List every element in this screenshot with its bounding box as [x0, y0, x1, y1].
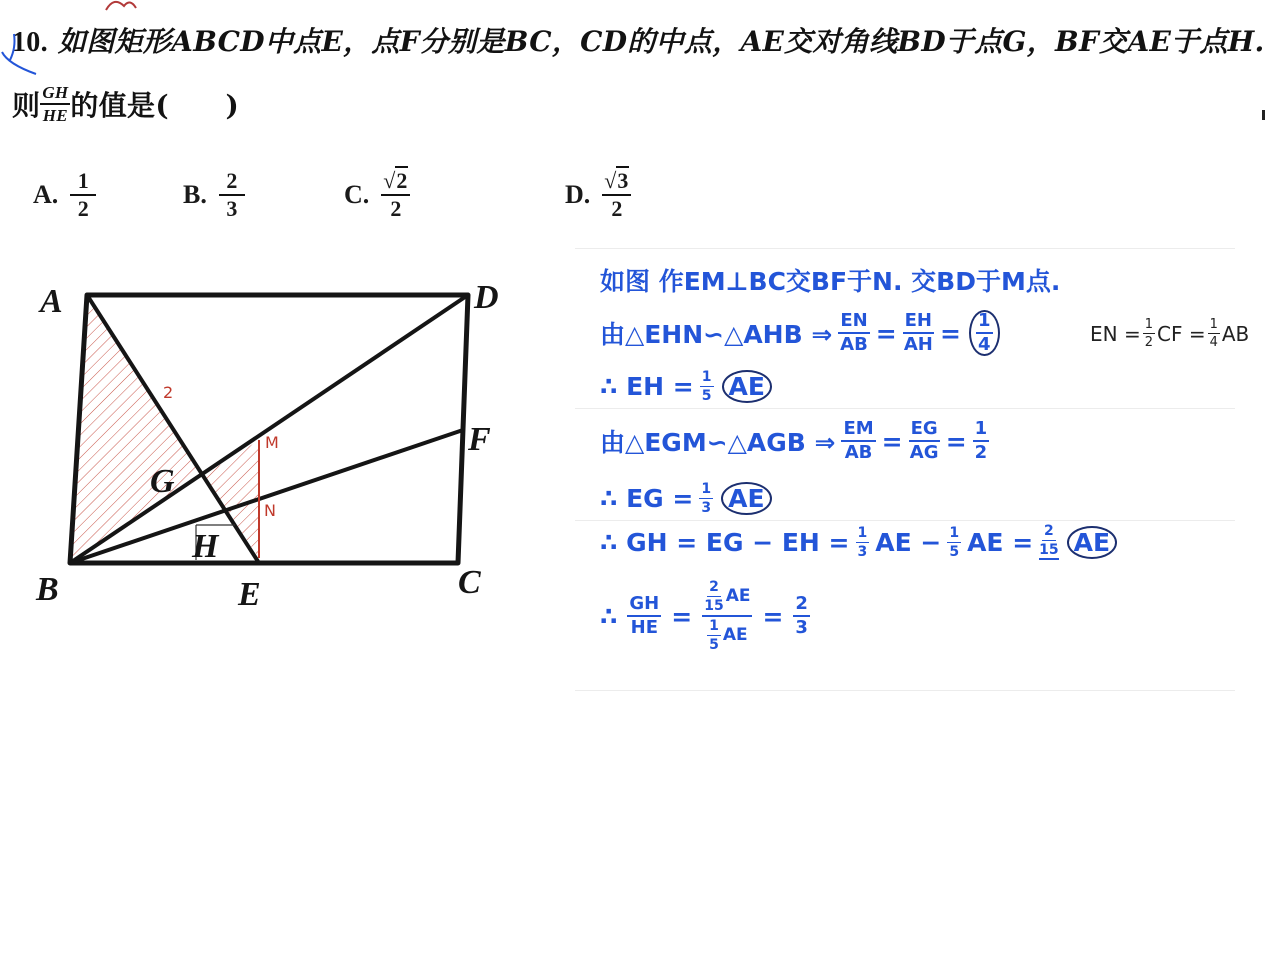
frac-num: 1 — [973, 420, 990, 442]
question-text: 如图矩形ABCD中点E，点F分别是BC，CD的中点，AE交对角线BD于点G，BF交AE于点H. — [57, 25, 1265, 58]
frac-den: 5 — [701, 388, 712, 404]
option-d — [565, 160, 631, 230]
label-m: M — [265, 433, 279, 452]
check-mark-icon — [0, 30, 40, 76]
option-c — [344, 160, 410, 230]
geometry-figure — [30, 270, 510, 610]
label-g: G — [150, 463, 175, 500]
compound-num — [702, 580, 752, 617]
label-e: E — [238, 576, 261, 610]
frac-den: 2 — [1144, 335, 1153, 350]
solution-line-5 — [600, 482, 772, 515]
label-b: B — [36, 571, 59, 608]
frac-two-fifteenths — [704, 580, 723, 613]
side-note-left: EN = — [1090, 321, 1141, 346]
label-c: C — [458, 564, 481, 601]
frac-den: AH — [903, 334, 933, 355]
question-suffix: 的值是( ) — [70, 89, 240, 122]
frac-den: 15 — [1039, 542, 1059, 558]
frac-num: 1 — [949, 524, 960, 541]
compound-fraction — [702, 580, 752, 652]
solution-line-6-text: ∴ GH = EG − EH = — [600, 527, 850, 557]
equals: = — [881, 426, 903, 456]
frac-num: 2 — [709, 579, 719, 595]
frac-one-half — [973, 420, 990, 462]
ink-dot — [1262, 110, 1265, 120]
frac-num: EH — [903, 312, 934, 334]
question-fraction — [40, 84, 70, 124]
label-two: 2 — [163, 383, 174, 402]
option-d-den: 2 — [611, 196, 623, 221]
side-note-tail: AB — [1221, 321, 1250, 346]
question-number: 10. — [12, 27, 48, 58]
label-a: A — [40, 283, 63, 320]
circled-result — [969, 310, 1000, 356]
sqrt-icon: √ — [604, 168, 617, 193]
therefore-symbol: ∴ — [600, 601, 618, 631]
frac-den: 5 — [949, 543, 960, 560]
frac-den: 5 — [709, 637, 719, 653]
option-a-fraction — [70, 170, 96, 220]
equals: = — [875, 318, 897, 348]
notebook-rule — [575, 248, 1235, 249]
frac-eh-ah — [903, 312, 934, 354]
frac-two-fifteenths — [1039, 524, 1058, 560]
side-note-frac-1 — [1143, 318, 1155, 349]
solution-line-5-text: ∴ EG = — [600, 484, 694, 513]
ink-mark-icon — [100, 0, 140, 12]
option-d-num — [602, 170, 631, 196]
option-c-fraction — [381, 170, 410, 220]
ae-equals: AE = — [967, 527, 1034, 557]
option-b-den: 3 — [226, 196, 238, 221]
option-c-letter: C. — [344, 180, 370, 209]
question-line-2 — [12, 84, 239, 124]
solution-line-1-text: 如图 作EM⊥BC交BF于N. 交BD于M点. — [600, 267, 1061, 296]
solution-line-3 — [600, 370, 772, 403]
frac-den: 3 — [795, 617, 808, 638]
frac-num: 1 — [976, 312, 993, 334]
frac-eg-ag — [909, 420, 940, 462]
frac-num: EM — [841, 420, 875, 442]
frac-num: EG — [909, 420, 940, 442]
frac-num: 1 — [1209, 317, 1218, 332]
solution-line-7 — [600, 580, 810, 652]
option-a — [33, 160, 96, 230]
option-b — [183, 160, 245, 230]
frac-num: 1 — [857, 524, 868, 541]
frac-num: EN — [838, 312, 869, 334]
ae: AE — [722, 625, 748, 645]
frac-one-third — [699, 482, 713, 515]
solution-line-4 — [600, 420, 989, 462]
notebook-rule — [575, 520, 1235, 521]
equals: = — [671, 601, 693, 631]
solution-line-6 — [600, 524, 1117, 560]
frac-gh-he — [627, 595, 661, 637]
frac-en-ab — [838, 312, 869, 354]
frac-num: GH — [627, 595, 661, 617]
label-f: F — [468, 421, 491, 458]
option-c-num — [381, 170, 410, 196]
option-c-den: 2 — [390, 196, 402, 221]
ae: AE — [725, 586, 751, 606]
option-c-radicand: 2 — [396, 168, 408, 193]
frac-num: 2 — [1044, 523, 1054, 539]
notebook-rule — [575, 690, 1235, 691]
label-n: N — [264, 501, 276, 520]
frac-den: AB — [844, 442, 873, 463]
option-d-radicand: 3 — [617, 168, 629, 193]
side-note — [1090, 318, 1249, 349]
frac-num: 1 — [1144, 317, 1153, 332]
compound-den — [707, 617, 748, 652]
solution-line-2 — [600, 310, 1000, 356]
question-line-1 — [12, 20, 1265, 60]
option-a-den: 2 — [77, 196, 89, 221]
notebook-rule — [575, 408, 1235, 409]
option-b-letter: B. — [183, 180, 207, 209]
frac-one-fifth — [707, 619, 721, 652]
frac-num: 1 — [701, 481, 712, 497]
solution-line-2-text: 由△EHN∽△AHB ⇒ — [600, 320, 833, 349]
circled-ae: AE — [722, 370, 772, 403]
frac-em-ab — [841, 420, 875, 462]
sqrt-icon: √ — [383, 168, 396, 193]
question-frac-den: HE — [42, 106, 68, 125]
solution-line-3-text: ∴ EH = — [600, 372, 694, 401]
side-note-mid: CF = — [1157, 321, 1206, 346]
label-d: D — [474, 279, 499, 316]
equals: = — [940, 318, 961, 348]
circled-ae: AE — [721, 482, 771, 515]
ae-minus: AE − — [875, 527, 942, 557]
solution-line-1 — [600, 262, 1060, 298]
frac-one-fifth — [700, 370, 714, 403]
frac-one-fifth — [947, 526, 961, 559]
option-b-fraction — [219, 170, 245, 220]
frac-two-thirds — [793, 595, 810, 637]
label-h: H — [192, 528, 219, 565]
frac-den: HE — [630, 617, 659, 638]
frac-den: AB — [840, 334, 868, 355]
option-d-letter: D. — [565, 180, 591, 209]
solution-line-4-text: 由△EGM∽△AGB ⇒ — [600, 428, 836, 457]
option-b-num: 2 — [219, 170, 245, 196]
frac-den: AG — [909, 442, 939, 463]
frac-num: 2 — [793, 595, 810, 617]
equals: = — [945, 426, 967, 456]
question-frac-num: GH — [40, 84, 70, 105]
option-a-letter: A. — [33, 180, 59, 209]
frac-one-third — [856, 526, 870, 559]
frac-den: 4 — [1209, 335, 1218, 350]
circled-ae: AE — [1067, 526, 1117, 559]
frac-den: 3 — [701, 500, 712, 516]
frac-den: 3 — [857, 543, 868, 560]
option-a-num: 1 — [70, 170, 96, 196]
question-prefix: 则 — [12, 89, 41, 122]
option-d-fraction — [602, 170, 631, 220]
frac-num: 1 — [701, 369, 712, 385]
frac-den: 2 — [974, 442, 988, 463]
side-note-frac-2 — [1208, 318, 1220, 349]
frac-num: 1 — [709, 618, 719, 634]
frac-den: 15 — [704, 598, 724, 614]
equals: = — [762, 601, 784, 631]
frac-den: 4 — [977, 334, 991, 355]
